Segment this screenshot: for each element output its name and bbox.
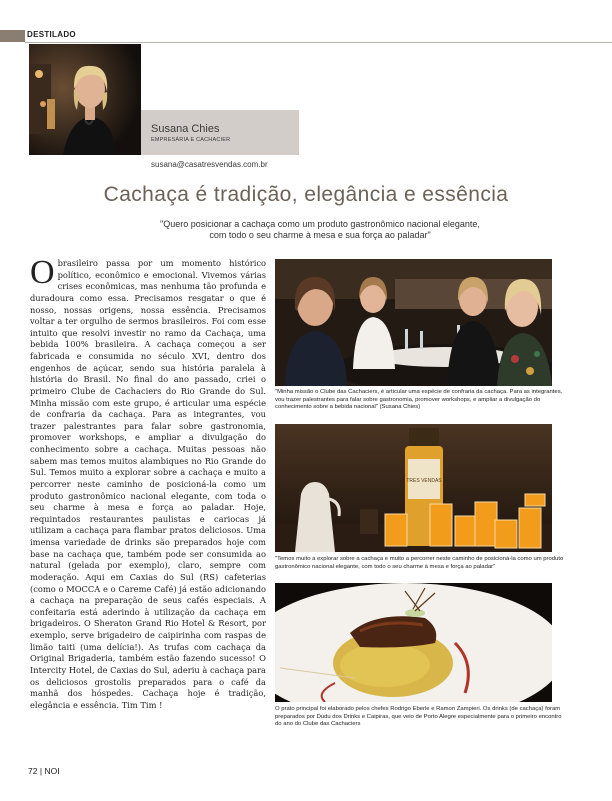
photo-group-women [275, 259, 552, 386]
photo-main-dish [275, 583, 552, 702]
magazine-name: NOI [44, 766, 60, 776]
article-body [30, 254, 266, 711]
photo-drinks [275, 424, 552, 552]
author-email[interactable]: susana@casatresvendas.com.br [151, 160, 268, 169]
author-role: EMPRESÁRIA E CACHACIER [151, 137, 231, 143]
deck-line-2: com todo o seu charme à mesa e sua força ao paladar" [209, 230, 431, 240]
photo-caption-3: O prato principal foi elaborado pelos chefes Rodrigo Eberle e Ramon Zampieri. Os drinks (de cachaça) foram preparados por Dudu dos Drinks e Caipiras, que veio de Porto Alegre especialmente para o primeiro encontro do ano do Clube das Cachaciers [275, 706, 562, 728]
page-footer [28, 766, 60, 776]
photo-caption-1: "Minha missão o Clube das Cachaciers, é articular uma espécie de confraria da cachaça. Para as integrantes, vou trazer palestrantes para falar sobre gastronomia, promover workshops, e ampliar a divulgação do conhecimento sobre a bebida nacional" (Susana Chies) [275, 389, 563, 411]
page-number: 72 [28, 766, 38, 776]
article-text: brasileiro passa por um momento histórico político, econômico e emocional. Vivemos várias crises econômicas, mas nenhuma tão profunda e duradoura como essa. Precisamos resgatar o que é nosso, nossas origens, nossa essência. Precisamos voltar a ter orgulho de sermos brasileiros. Foi com esse intuito que resolvi investir no ramo da Cachaça, uma bebida 100% brasileira. A cachaça começou a ser fabricada e consumida no século XVI, dentro dos engenhos de açúcar, sendo sua história paralela à história do Brasil. No final do ano passado, criei o primeiro Clube de Cachaciers do Rio Grande do Sul. Minha missão com este grupo, é articular uma espécie de confraria da cachaça. Para as integrantes, vou trazer palestrantes para falar sobre gastronomia, promover workshops, e ampliar a divulgação do conhecimento sobre a cachaça. Muitas pessoas não sabem mas temos muitos alambiques no Rio Grande do Sul. Temos muito a explorar sobre a cachaça e muito a percorrer neste caminho de posicioná-la como um produto gastronômico nacional elegante, com toda o seu charme à mesa e força ao paladar. Hoje, requintados restaurantes paulistas e cariocas já utilizam a cachaça para flambar pratos deliciosos. Uma imensa variedade de drinks são preparados hoje com base na cachaça que, também pode ser consumida ao natural (gelada por exemplo), claro, sempre com moderação. Aqui em Caxias do Sul (RS) cafeterias (como o MOCCA e o Careme Café) já estão adicionando a cachaça na preparação de seus cafés especiais. A confeitaria está aderindo à utilização da cachaça em brigadeiros. O Sheraton Grand Rio Hotel & Resort, por exemplo, serve brigadeiro de caipirinha com raspas de limão taiti (uma delícia!). As trufas com cachaça da Original Brigaderia, também estão fazendo sucesso! O Intercity Hotel, de Caxias do Sul, aderiu à cachaça para os deliciosos grostolis preparados para o café da manhã dos hóspedes. Cachaça hoje é tradição, elegância e essência. Tim Tim ! [30, 258, 266, 710]
footer-separator: | [39, 766, 43, 776]
deck-quote [120, 219, 520, 241]
author-name: Susana Chies [151, 123, 220, 135]
author-photo [29, 44, 141, 155]
section-divider [25, 42, 612, 43]
section-label: DESTILADO [27, 30, 76, 39]
deck-line-1: "Quero posicionar a cachaça como um produto gastronômico nacional elegante, [160, 219, 480, 229]
headline: Cachaça é tradição, elegância e essência [103, 183, 509, 206]
drop-cap: O [30, 254, 55, 291]
section-tab [0, 30, 25, 42]
bottle-label: TRES VENDAS [406, 478, 442, 484]
photo-caption-2: "Temos muito a explorar sobre a cachaça e muito a percorrer neste caminho de posicioná-la como um produto gastronômico nacional elegante, com todo o seu charme à mesa e força ao paladar" [275, 556, 564, 570]
